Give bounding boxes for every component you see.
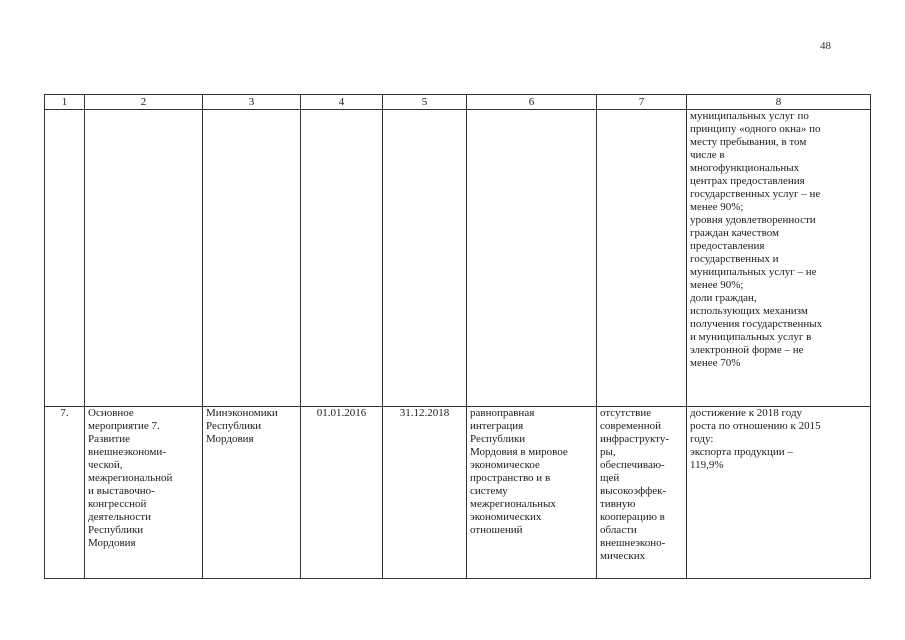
cont-cell-start bbox=[301, 110, 383, 407]
program-table bbox=[44, 94, 871, 579]
item-cell-executor: Минэкономики Республики Мордовия bbox=[203, 407, 301, 579]
header-cell-1: 1 bbox=[45, 95, 85, 110]
cont-cell-activity bbox=[85, 110, 203, 407]
cont-cell-end bbox=[383, 110, 467, 407]
cont-cell-result bbox=[467, 110, 597, 407]
item-cell-activity: Основное мероприятие 7. Развитие внешнеэкономи- ческой, межрегиональной и выставочно- конгрессной деятельности Республики Мордовия bbox=[85, 407, 203, 579]
header-row bbox=[45, 95, 871, 110]
header-cell-3: 3 bbox=[203, 95, 301, 110]
cont-cell-number bbox=[45, 110, 85, 407]
cont-cell-executor bbox=[203, 110, 301, 407]
header-cell-5: 5 bbox=[383, 95, 467, 110]
header-cell-2: 2 bbox=[85, 95, 203, 110]
header-cell-7: 7 bbox=[597, 95, 687, 110]
item-row bbox=[45, 407, 871, 579]
item-cell-consequences: отсутствие современной инфраструкту- ры, обеспечиваю- щей высокоэффек- тивную кооперацию в области внешнеэконо- мических bbox=[597, 407, 687, 579]
continuation-row bbox=[45, 110, 871, 407]
item-cell-end: 31.12.2018 bbox=[383, 407, 467, 579]
item-cell-result: равноправная интеграция Республики Мордовия в мировое экономическое пространство и в систему межрегиональных экономических отношений bbox=[467, 407, 597, 579]
cont-cell-indicators: муниципальных услуг по принципу «одного окна» по месту пребывания, в том числе в многофункциональных центрах предоставления государственных услуг – не менее 90%; уровня удовлетворенности граждан качеством предоставления государственных и муниципальных услуг – не менее 90%; доли граждан, использующих механизм получения государственных и муниципальных услуг в электронной форме – не менее 70% bbox=[687, 110, 871, 407]
header-cell-4: 4 bbox=[301, 95, 383, 110]
item-cell-start: 01.01.2016 bbox=[301, 407, 383, 579]
header-cell-8: 8 bbox=[687, 95, 871, 110]
header-cell-6: 6 bbox=[467, 95, 597, 110]
item-cell-indicators: достижение к 2018 году роста по отношению к 2015 году: экспорта продукции – 119,9% bbox=[687, 407, 871, 579]
page-number: 48 bbox=[820, 40, 831, 52]
cont-cell-consequences bbox=[597, 110, 687, 407]
item-cell-number: 7. bbox=[45, 407, 85, 579]
